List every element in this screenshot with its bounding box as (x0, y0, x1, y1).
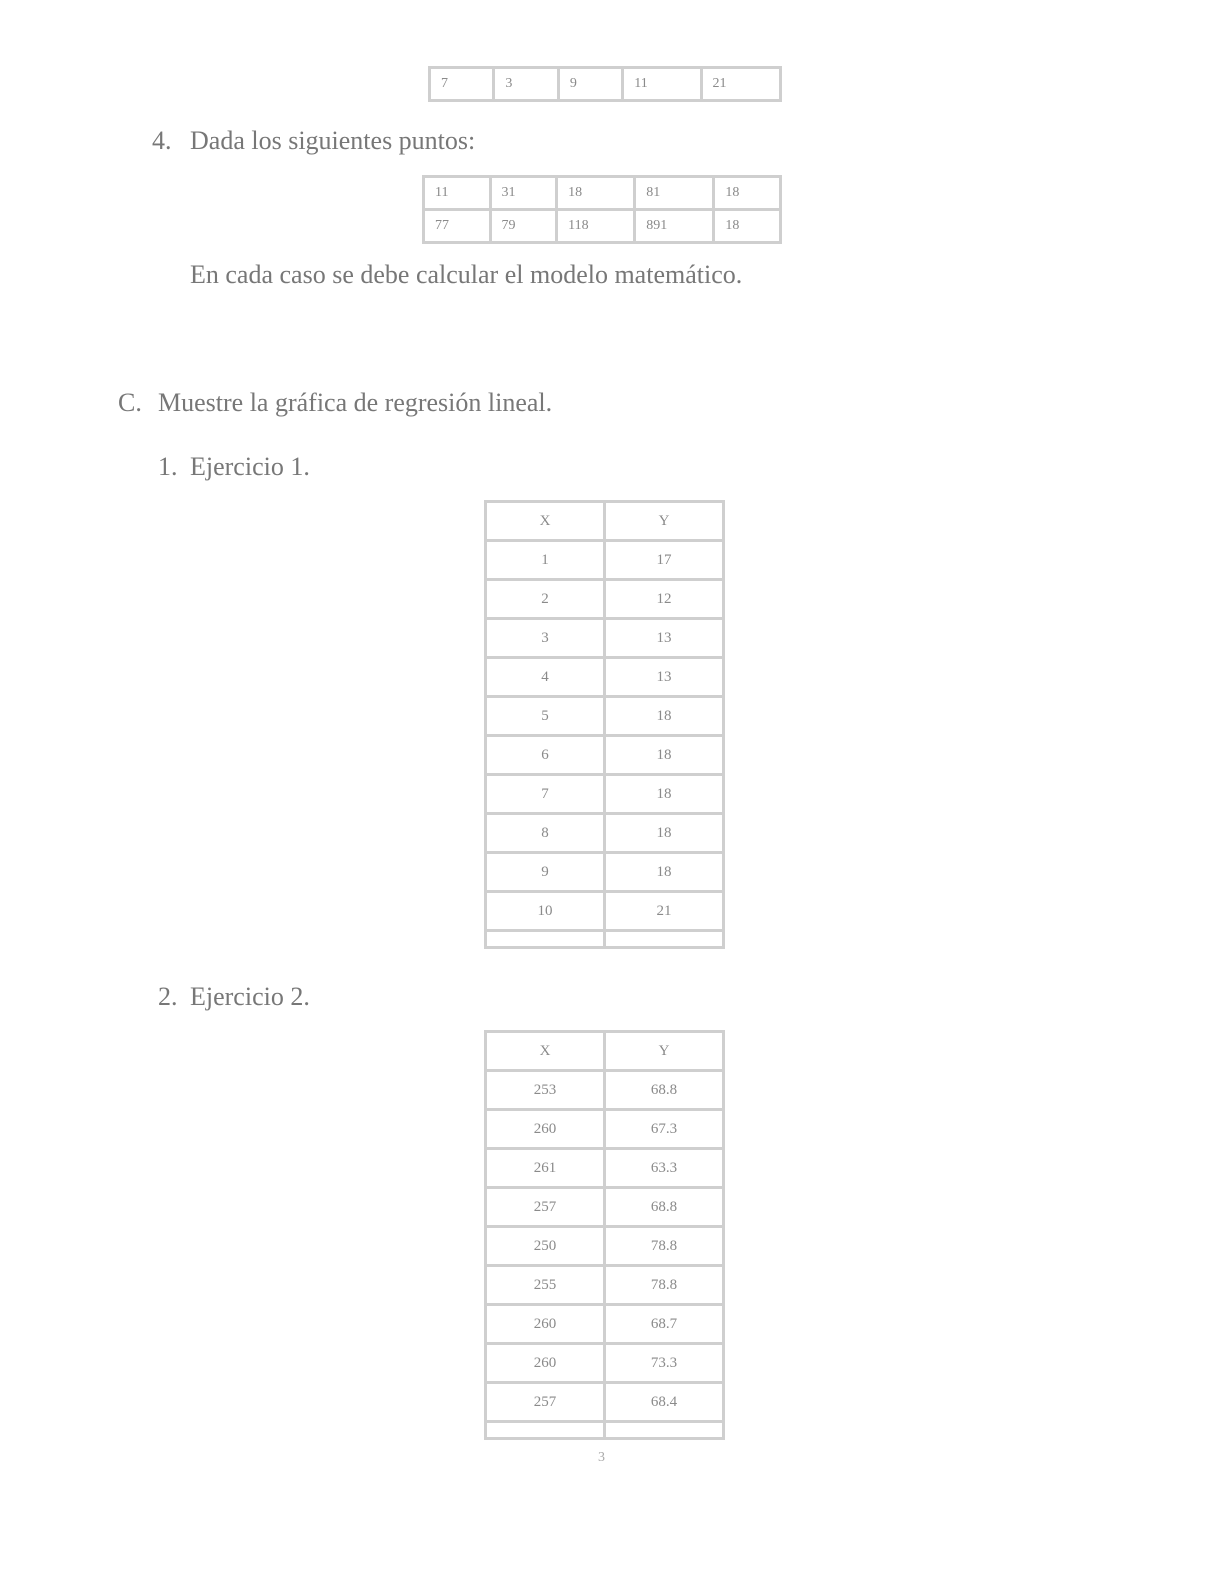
column-header-x: X (486, 502, 605, 541)
page-number: 3 (598, 1450, 605, 1465)
cell-y: 73.3 (605, 1344, 724, 1383)
cell-x: 257 (486, 1188, 605, 1227)
exercise-1-table (484, 500, 725, 949)
cell-x: 260 (486, 1110, 605, 1149)
table-cell: 11 (623, 68, 701, 101)
cell-x: 10 (486, 892, 605, 931)
cell-x: 6 (486, 736, 605, 775)
cell-x: 253 (486, 1071, 605, 1110)
cell-y: 21 (605, 892, 724, 931)
cell-y: 68.7 (605, 1305, 724, 1344)
top-table (428, 66, 782, 102)
table-row-empty (486, 931, 724, 948)
table-row (486, 541, 724, 580)
cell-y: 68.8 (605, 1188, 724, 1227)
exercise-1-label: 1. (158, 452, 178, 481)
cell-x: 257 (486, 1383, 605, 1422)
cell-y: 13 (605, 619, 724, 658)
table-row (486, 1305, 724, 1344)
cell-y: 18 (605, 853, 724, 892)
empty-cell (486, 931, 605, 948)
table-row (424, 210, 781, 243)
cell-y: 78.8 (605, 1266, 724, 1305)
cell-x: 255 (486, 1266, 605, 1305)
item-4-label: 4. (152, 126, 172, 155)
cell-y: 67.3 (605, 1110, 724, 1149)
empty-cell (605, 1422, 724, 1439)
cell-x: 2 (486, 580, 605, 619)
table-cell: 18 (714, 210, 781, 243)
cell-y: 18 (605, 775, 724, 814)
cell-y: 18 (605, 697, 724, 736)
cell-x: 9 (486, 853, 605, 892)
table-row (486, 697, 724, 736)
table-cell: 891 (635, 210, 714, 243)
cell-y: 68.8 (605, 1071, 724, 1110)
table-row (486, 1071, 724, 1110)
cell-y: 12 (605, 580, 724, 619)
table-cell: 21 (701, 68, 780, 101)
table-row (486, 1149, 724, 1188)
table-cell: 11 (424, 177, 491, 210)
table-cell: 118 (557, 210, 635, 243)
table-row (486, 1188, 724, 1227)
section-c-label: C. (118, 388, 142, 417)
table-row (486, 1383, 724, 1422)
table-cell: 79 (490, 210, 557, 243)
table-row (486, 892, 724, 931)
table-row (424, 177, 781, 210)
table-cell: 9 (558, 68, 622, 101)
table-row (430, 68, 781, 101)
table-row (486, 658, 724, 697)
exercise-1-title: Ejercicio 1. (190, 452, 310, 481)
table-row (486, 736, 724, 775)
table-row (486, 814, 724, 853)
section-c-title: Muestre la gráfica de regresión lineal. (158, 388, 553, 417)
table-row (486, 619, 724, 658)
cell-x: 8 (486, 814, 605, 853)
cell-x: 260 (486, 1344, 605, 1383)
table-cell: 18 (714, 177, 781, 210)
cell-y: 63.3 (605, 1149, 724, 1188)
cell-x: 4 (486, 658, 605, 697)
column-header-y: Y (605, 1032, 724, 1071)
table-row-empty (486, 1422, 724, 1439)
table-cell: 7 (430, 68, 494, 101)
item-4-text: Dada los siguientes puntos: (190, 126, 476, 155)
exercise-2-table (484, 1030, 725, 1440)
table-row (486, 580, 724, 619)
cell-x: 3 (486, 619, 605, 658)
cell-x: 7 (486, 775, 605, 814)
table-cell: 81 (635, 177, 714, 210)
cell-y: 68.4 (605, 1383, 724, 1422)
table-cell: 18 (557, 177, 635, 210)
item-4-note: En cada caso se debe calcular el modelo matemático. (190, 260, 743, 289)
table-row (486, 1266, 724, 1305)
table-header-row (486, 1032, 724, 1071)
cell-y: 18 (605, 814, 724, 853)
table-header-row (486, 502, 724, 541)
table-row (486, 775, 724, 814)
table-cell: 77 (424, 210, 491, 243)
cell-x: 250 (486, 1227, 605, 1266)
table-row (486, 1110, 724, 1149)
cell-x: 261 (486, 1149, 605, 1188)
cell-y: 13 (605, 658, 724, 697)
empty-cell (486, 1422, 605, 1439)
column-header-y: Y (605, 502, 724, 541)
empty-cell (605, 931, 724, 948)
cell-x: 5 (486, 697, 605, 736)
points-table (422, 175, 782, 244)
table-cell: 3 (494, 68, 558, 101)
table-row (486, 853, 724, 892)
cell-y: 17 (605, 541, 724, 580)
cell-x: 1 (486, 541, 605, 580)
cell-y: 78.8 (605, 1227, 724, 1266)
table-row (486, 1344, 724, 1383)
exercise-2-title: Ejercicio 2. (190, 982, 310, 1011)
cell-x: 260 (486, 1305, 605, 1344)
column-header-x: X (486, 1032, 605, 1071)
cell-y: 18 (605, 736, 724, 775)
table-row (486, 1227, 724, 1266)
exercise-2-label: 2. (158, 982, 178, 1011)
table-cell: 31 (490, 177, 557, 210)
